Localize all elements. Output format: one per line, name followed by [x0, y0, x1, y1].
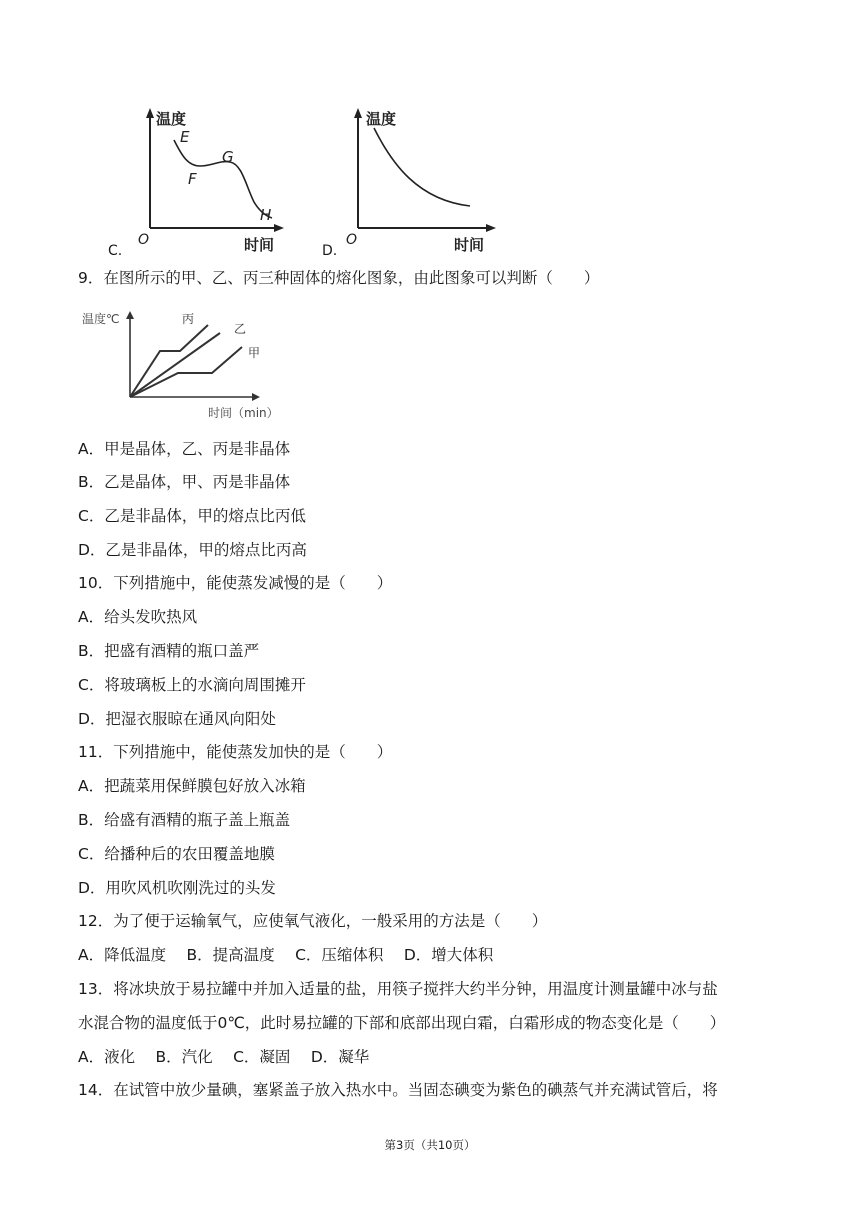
q10-option-d: D．把湿衣服晾在通风向阳处 [78, 710, 276, 728]
q9-option-d: D．乙是非晶体，甲的熔点比丙高 [78, 541, 307, 559]
q11-option-c: C．给播种后的农田覆盖地膜 [78, 845, 275, 863]
graph-c-option: C. [108, 243, 123, 259]
series-bing-label: 丙 [182, 312, 195, 326]
melting-graph-x-label: 时间（min） [208, 406, 279, 420]
melting-graph-y-label: 温度℃ [82, 312, 120, 326]
graph-d-option: D. [322, 243, 338, 259]
q12-options: A．降低温度 B．提高温度 C．压缩体积 D．增大体积 [78, 946, 494, 964]
q9-option-b: B．乙是晶体，甲、丙是非晶体 [78, 473, 291, 491]
melting-graph [82, 305, 292, 423]
q10-option-b: B．把盛有酒精的瓶口盖严 [78, 642, 260, 660]
graph-d [322, 104, 502, 256]
series-bing-line [130, 325, 208, 397]
graph-c-origin: O [138, 232, 150, 248]
q9-stem: 9．在图所示的甲、乙、丙三种固体的熔化图象，由此图象可以判断（ ） [78, 269, 600, 287]
graph-c-point-e: E [180, 128, 190, 146]
q10-stem: 10．下列措施中，能使蒸发减慢的是（ ） [78, 574, 393, 592]
q14-stem-line1: 14．在试管中放少量碘，塞紧盖子放入热水中。当固态碘变为紫色的碘蒸气并充满试管后，将 [78, 1081, 718, 1099]
q11-stem: 11．下列措施中，能使蒸发加快的是（ ） [78, 743, 393, 761]
graph-c [108, 104, 288, 256]
q10-option-a: A．给头发吹热风 [78, 608, 198, 626]
q13-options: A．液化 B．汽化 C．凝固 D．凝华 [78, 1048, 370, 1066]
q11-option-a: A．把蔬菜用保鲜膜包好放入冰箱 [78, 777, 306, 795]
graph-d-y-label: 温度 [366, 110, 397, 128]
graph-c-point-f: F [188, 170, 197, 188]
page-footer: 第3页（共10页） [384, 1138, 476, 1152]
series-jia-label: 甲 [248, 346, 261, 360]
q11-option-b: B．给盛有酒精的瓶子盖上瓶盖 [78, 811, 291, 829]
q12-stem: 12．为了便于运输氧气，应使氧气液化，一般采用的方法是（ ） [78, 912, 548, 930]
graph-c-y-label: 温度 [156, 110, 187, 128]
series-yi-line [130, 333, 220, 397]
series-yi-label: 乙 [234, 322, 247, 336]
q13-stem-line1: 13．将冰块放于易拉罐中并加入适量的盐，用筷子搅拌大约半分钟，用温度计测量罐中冰与盐 [78, 980, 718, 998]
q9-option-a: A．甲是晶体，乙、丙是非晶体 [78, 440, 291, 458]
graph-d-origin: O [346, 232, 358, 248]
q11-option-d: D．用吹风机吹刚洗过的头发 [78, 879, 276, 897]
q9-option-c: C．乙是非晶体，甲的熔点比丙低 [78, 507, 306, 525]
q10-option-c: C．将玻璃板上的水滴向周围摊开 [78, 676, 306, 694]
graph-c-x-label: 时间 [244, 236, 275, 254]
q13-stem-line2: 水混合物的温度低于0℃，此时易拉罐的下部和底部出现白霜，白霜形成的物态变化是（ ） [78, 1014, 726, 1032]
graph-d-x-label: 时间 [454, 236, 485, 254]
graph-c-point-g: G [222, 148, 234, 166]
graph-c-point-h: H [260, 206, 272, 224]
